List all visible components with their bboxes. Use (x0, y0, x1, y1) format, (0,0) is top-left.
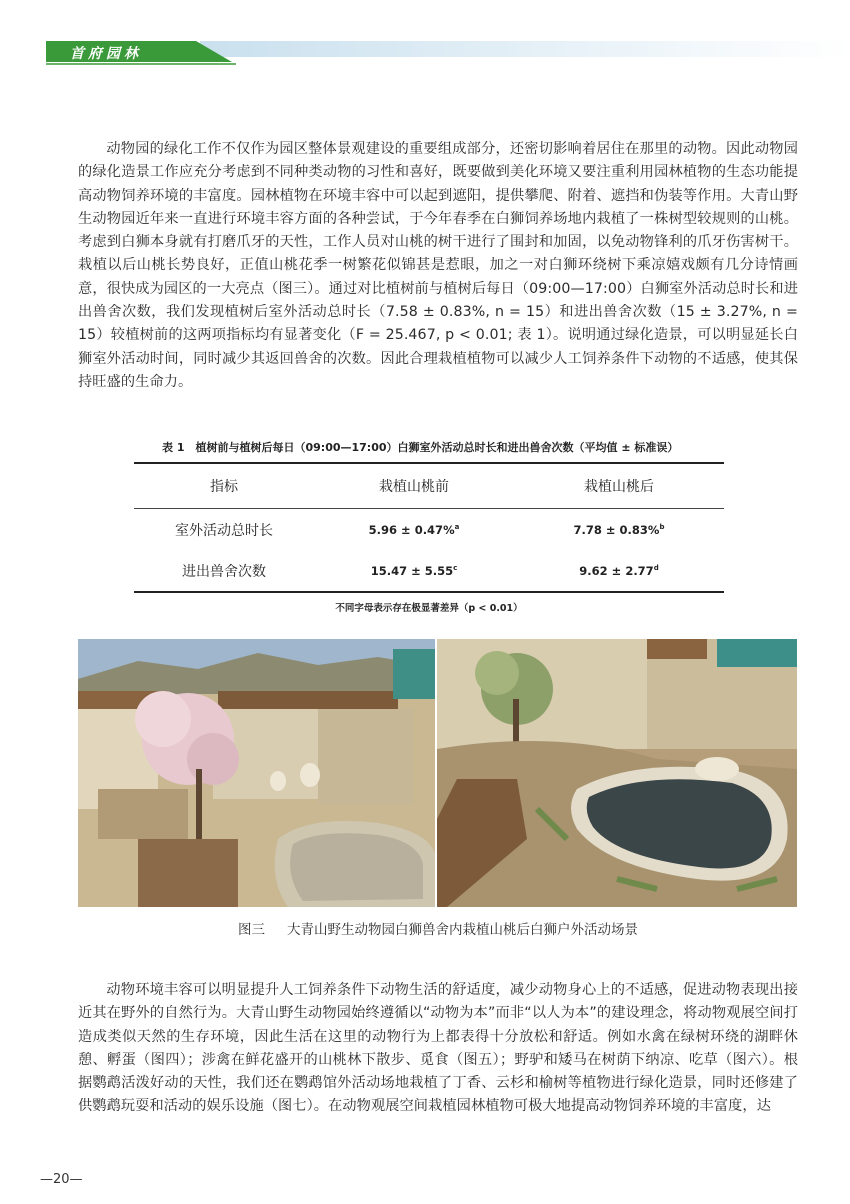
row-label: 室外活动总时长 (175, 523, 273, 539)
table-header-row (134, 464, 724, 509)
photo-peach-tree-enclosure (78, 639, 435, 907)
row-label: 进出兽舍次数 (182, 564, 266, 580)
data-table (134, 462, 724, 593)
table-header-cell: 指标 (210, 479, 238, 495)
table-note: 不同字母表示存在极显著差异（p < 0.01） (335, 603, 523, 614)
page-header (0, 38, 850, 72)
value-before: 15.47 ± 5.55$^c$ (370, 564, 458, 578)
table-header-cell: 栽植山桃后 (584, 479, 654, 495)
value-after: 7.78 ± 0.83%$^b$ (573, 523, 665, 537)
value-before: 5.96 ± 0.47%$^a$ (368, 523, 460, 537)
table-header-cell: 栽植山桃前 (379, 479, 449, 495)
photo-lions-pool (437, 639, 797, 907)
figure-caption-text: 大青山野生动物园白狮兽舍内栽植山桃后白狮户外活动场景 (287, 922, 638, 938)
body-paragraph-2: 动物环境丰容可以明显提升人工饲养条件下动物生活的舒适度，减少动物身心上的不适感，促进动物表现出接近其在野外的自然行为。大青山野生动物园始终遵循以“动物为本”而非“以人为本”的建设理念，将动物观展空间打造成类似天然的生存环境，因此生活在这里的动物行为上都表得十分放松和舒适。例如水禽在绿树环绕的湖畔休憩、孵蛋（图四）；涉禽在鲜花盛开的山桃林下散步、觅食（图五）；野驴和矮马在树荫下纳凉、吃草（图六）。根据鹦鹉活泼好动的天性，我们还在鹦鹉馆外活动场地栽植了丁香、云杉和榆树等植物进行绿化造景，同时还修建了供鹦鹉玩耍和活动的娱乐设施（图七）。在动物观展空间栽植园林植物可极大地提高动物饲养环境的丰富度，达 (78, 982, 798, 1115)
figure-caption (78, 918, 798, 938)
table-row (134, 551, 724, 591)
page-number: —20— (40, 1172, 83, 1187)
figure-label: 图三 (238, 922, 265, 938)
table-row (134, 509, 724, 551)
body-paragraph-1: 动物园的绿化工作不仅作为园区整体景观建设的重要组成部分，还密切影响着居住在那里的动物。因此动物园的绿化造景工作应充分考虑到不同种类动物的习性和喜好，既要做到美化环境又要注重利用园林植物的生态功能提高动物饲养环境的丰富度。园林植物在环境丰容中可以起到遮阳，提供攀爬、附着、遮挡和伪装等作用。大青山野生动物园近年来一直进行环境丰容方面的各种尝试，于今年春季在白狮饲养场地内栽植了一株树型较规则的山桃。考虑到白狮本身就有打磨爪牙的天性，工作人员对山桃的树干进行了围封和加固，以免动物锋利的爪牙伤害树干。栽植以后山桃长势良好，正值山桃花季一树繁花似锦甚是惹眼，加之一对白狮环绕树下乘凉嬉戏颇有几分诗情画意，很快成为园区的一大亮点（图三）。通过对比植树前与植树后每日（09:00—17:00）白狮室外活动总时长和进出兽舍次数，我们发现植树后室外活动总时长（7.58 ± 0.83%, n = 15）和进出兽舍次数（15 ± 3.27%, n = 15）较植树前的这两项指标均有显著变化（F = 25.467, p < 0.01; 表 1）。说明通过绿化造景，可以明显延长白狮室外活动时间，同时减少其返回兽舍的次数。因此合理栽植植物可以减少人工饲养条件下动物的不适感，使其保持旺盛的生命力。 (78, 141, 798, 390)
header-title: 首府园林 (70, 46, 142, 62)
table-caption: 表 1 植树前与植树后每日（09:00—17:00）白狮室外活动总时长和进出兽舍次数（平均值 ± 标准误） (162, 441, 679, 454)
value-after: 9.62 ± 2.77$^d$ (579, 564, 659, 578)
